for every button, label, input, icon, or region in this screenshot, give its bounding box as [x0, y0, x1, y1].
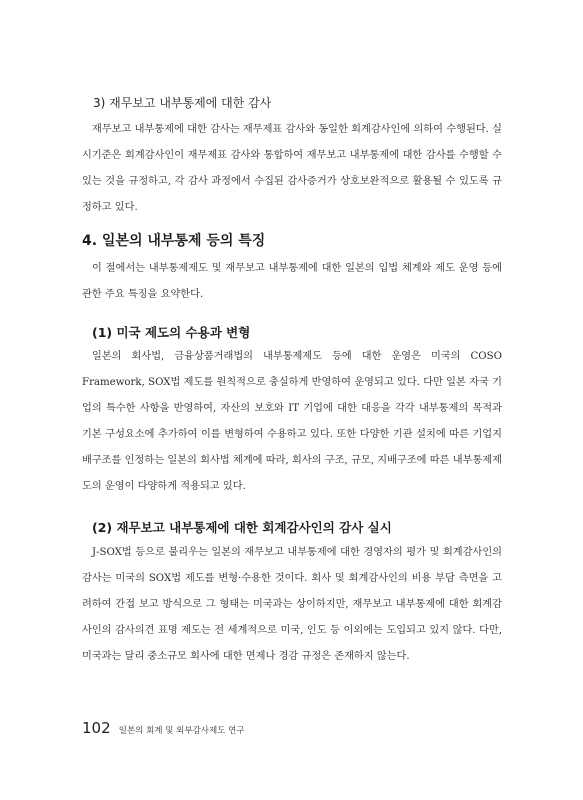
section-4-heading: 4. 일본의 내부통제 등의 특징 — [82, 233, 266, 249]
subsection-1-heading: (1) 미국 제도의 수용과 변형 — [92, 325, 251, 340]
section-4-intro: 이 절에서는 내부통제제도 및 재무보고 내부통제에 대한 일본의 입법 체계와 제도 운영 등에 관한 주요 특징을 요약한다. — [82, 263, 502, 300]
page-number: 102 — [82, 719, 111, 737]
page-footer — [82, 718, 245, 740]
subsection-2-body: J-SOX법 등으로 불리우는 일본의 재무보고 내부통제에 대한 경영자의 평가 및 회계감사인의 감사는 미국의 SOX법 제도를 변형·수용한 것이다. 회사 및 회계감사인의 비용 부담 측면을 고려하여 간접 보고 방식으로 그 형태는 미국과는 상이하지만, 재무보고 내부통제에 대한 회계감사인의 감사의견 표명 제도는 전 세계적으로 미국, 인도 등 이외에는 도입되고 있지 않다. 다만, 미국과는 달리 중소규모 회사에 대한 면제나 경감 규정은 존재하지 않는다. — [82, 547, 502, 662]
section-3-heading: 3) 재무보고 내부통제에 대한 감사 — [93, 96, 272, 110]
running-title: 일본의 회계 및 외부감사제도 연구 — [118, 726, 245, 736]
subsection-2-heading: (2) 재무보고 내부통제에 대한 회계감사인의 감사 실시 — [92, 520, 392, 535]
subsection-1-body: 일본의 회사법, 금융상품거래법의 내부통제제도 등에 대한 운영은 미국의 COSO Framework, SOX법 제도를 원칙적으로 충실하게 반영하여 운영되고 있다. 다만 일본 자국 기업의 특수한 사항을 반영하여, 자산의 보호와 IT 기업에 대한 대응을 각각 내부통제의 목적과 기본 구성요소에 추가하여 이를 변형하여 수용하고 있다. 또한 다양한 기관 설치에 따른 기업지배구조를 인정하는 일본의 회사법 체계에 따라, 회사의 구조, 규모, 지배구조에 따른 내부통제제도의 운영이 다양하게 적용되고 있다. — [82, 351, 502, 492]
section-3-body: 재무보고 내부통제에 대한 감사는 재무제표 감사와 동일한 회계감사인에 의하여 수행된다. 실시기준은 회계감사인이 재무제표 감사와 통합하여 재무보고 내부통제에 대한 감사를 수행할 수 있는 것을 규정하고, 각 감사 과정에서 수집된 감사증거가 상호보완적으로 활용될 수 있도록 규정하고 있다. — [82, 124, 502, 213]
